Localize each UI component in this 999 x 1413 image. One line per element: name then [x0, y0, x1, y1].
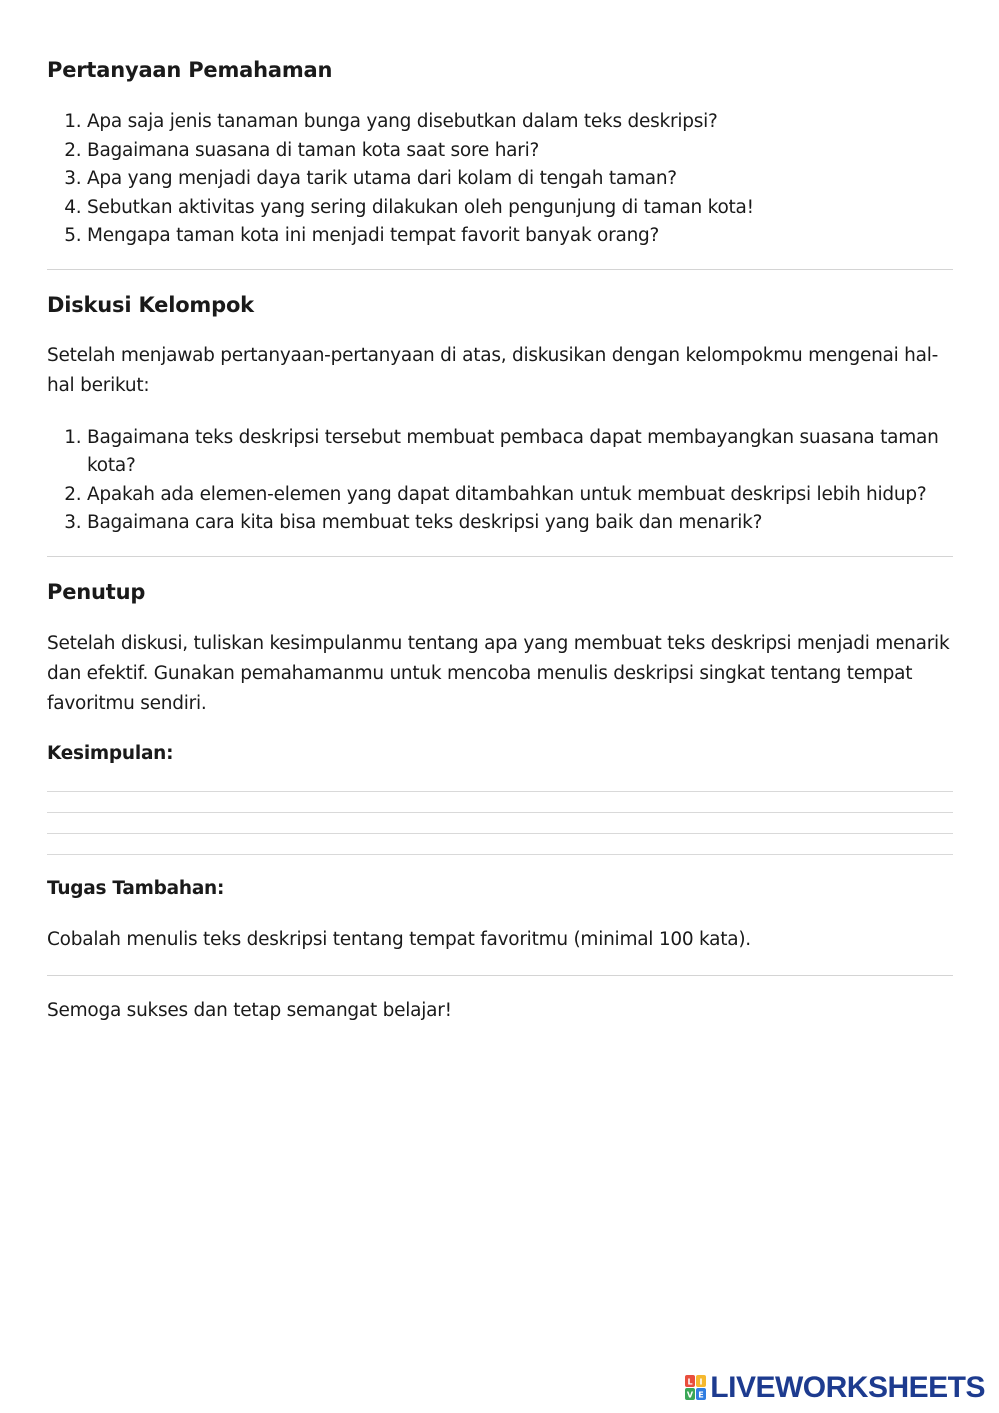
- list-item: 4. Sebutkan aktivitas yang sering dilakukan oleh pengunjung di taman kota!: [87, 194, 953, 223]
- writing-line: [47, 854, 953, 855]
- list-item: 3. Bagaimana cara kita bisa membuat teks deskripsi yang baik dan menarik?: [87, 509, 953, 538]
- writing-line: [47, 833, 953, 834]
- closing-heading: Penutup: [47, 579, 146, 604]
- writing-line: [47, 812, 953, 813]
- svg-text:V: V: [687, 1390, 694, 1400]
- farewell-text: Semoga sukses dan tetap semangat belajar!: [47, 999, 452, 1021]
- list-item: 3. Apa yang menjadi daya tarik utama dari kolam di tengah taman?: [87, 165, 953, 194]
- worksheet-page: [47, 54, 953, 1026]
- svg-text:I: I: [699, 1377, 703, 1387]
- discussion-heading: Diskusi Kelompok: [47, 292, 254, 317]
- conclusion-writing-area[interactable]: [47, 791, 953, 855]
- list-item: 2. Apakah ada elemen-elemen yang dapat ditambahkan untuk membuat deskripsi lebih hidup?: [87, 481, 953, 510]
- svg-text:E: E: [698, 1390, 705, 1400]
- discussion-intro: Setelah menjawab pertanyaan-pertanyaan di atas, diskusikan dengan kelompokmu mengenai hal-hal berikut:: [47, 344, 939, 396]
- writing-line: [47, 791, 953, 792]
- questions-list: [47, 108, 953, 251]
- list-item: 5. Mengapa taman kota ini menjadi tempat favorit banyak orang?: [87, 222, 953, 251]
- svg-text:L: L: [687, 1377, 693, 1387]
- discussion-list: [47, 424, 953, 538]
- list-item: 1. Bagaimana teks deskripsi tersebut membuat pembaca dapat membayangkan suasana taman kota?: [87, 424, 953, 481]
- closing-body: Setelah diskusi, tuliskan kesimpulanmu tentang apa yang membuat teks deskripsi menjadi menarik dan efektif. Gunakan pemahamanmu untuk mencoba menulis deskripsi singkat tentang tempat favoritmu sendiri.: [47, 632, 950, 714]
- liveworksheets-brand: [685, 1371, 985, 1405]
- list-item: 2. Bagaimana suasana di taman kota saat sore hari?: [87, 137, 953, 166]
- list-item: 1. Apa saja jenis tanaman bunga yang disebutkan dalam teks deskripsi?: [87, 108, 953, 137]
- questions-heading: Pertanyaan Pemahaman: [47, 58, 333, 82]
- section-divider: [47, 269, 953, 270]
- extra-task-body: Cobalah menulis teks deskripsi tentang tempat favoritmu (minimal 100 kata).: [47, 928, 751, 950]
- liveworksheets-logo-icon: [685, 1375, 707, 1401]
- extra-task-label: Tugas Tambahan:: [47, 877, 225, 899]
- conclusion-label: Kesimpulan:: [47, 742, 174, 764]
- section-divider: [47, 975, 953, 976]
- section-divider: [47, 556, 953, 557]
- brand-name: LIVEWORKSHEETS: [710, 1371, 985, 1404]
